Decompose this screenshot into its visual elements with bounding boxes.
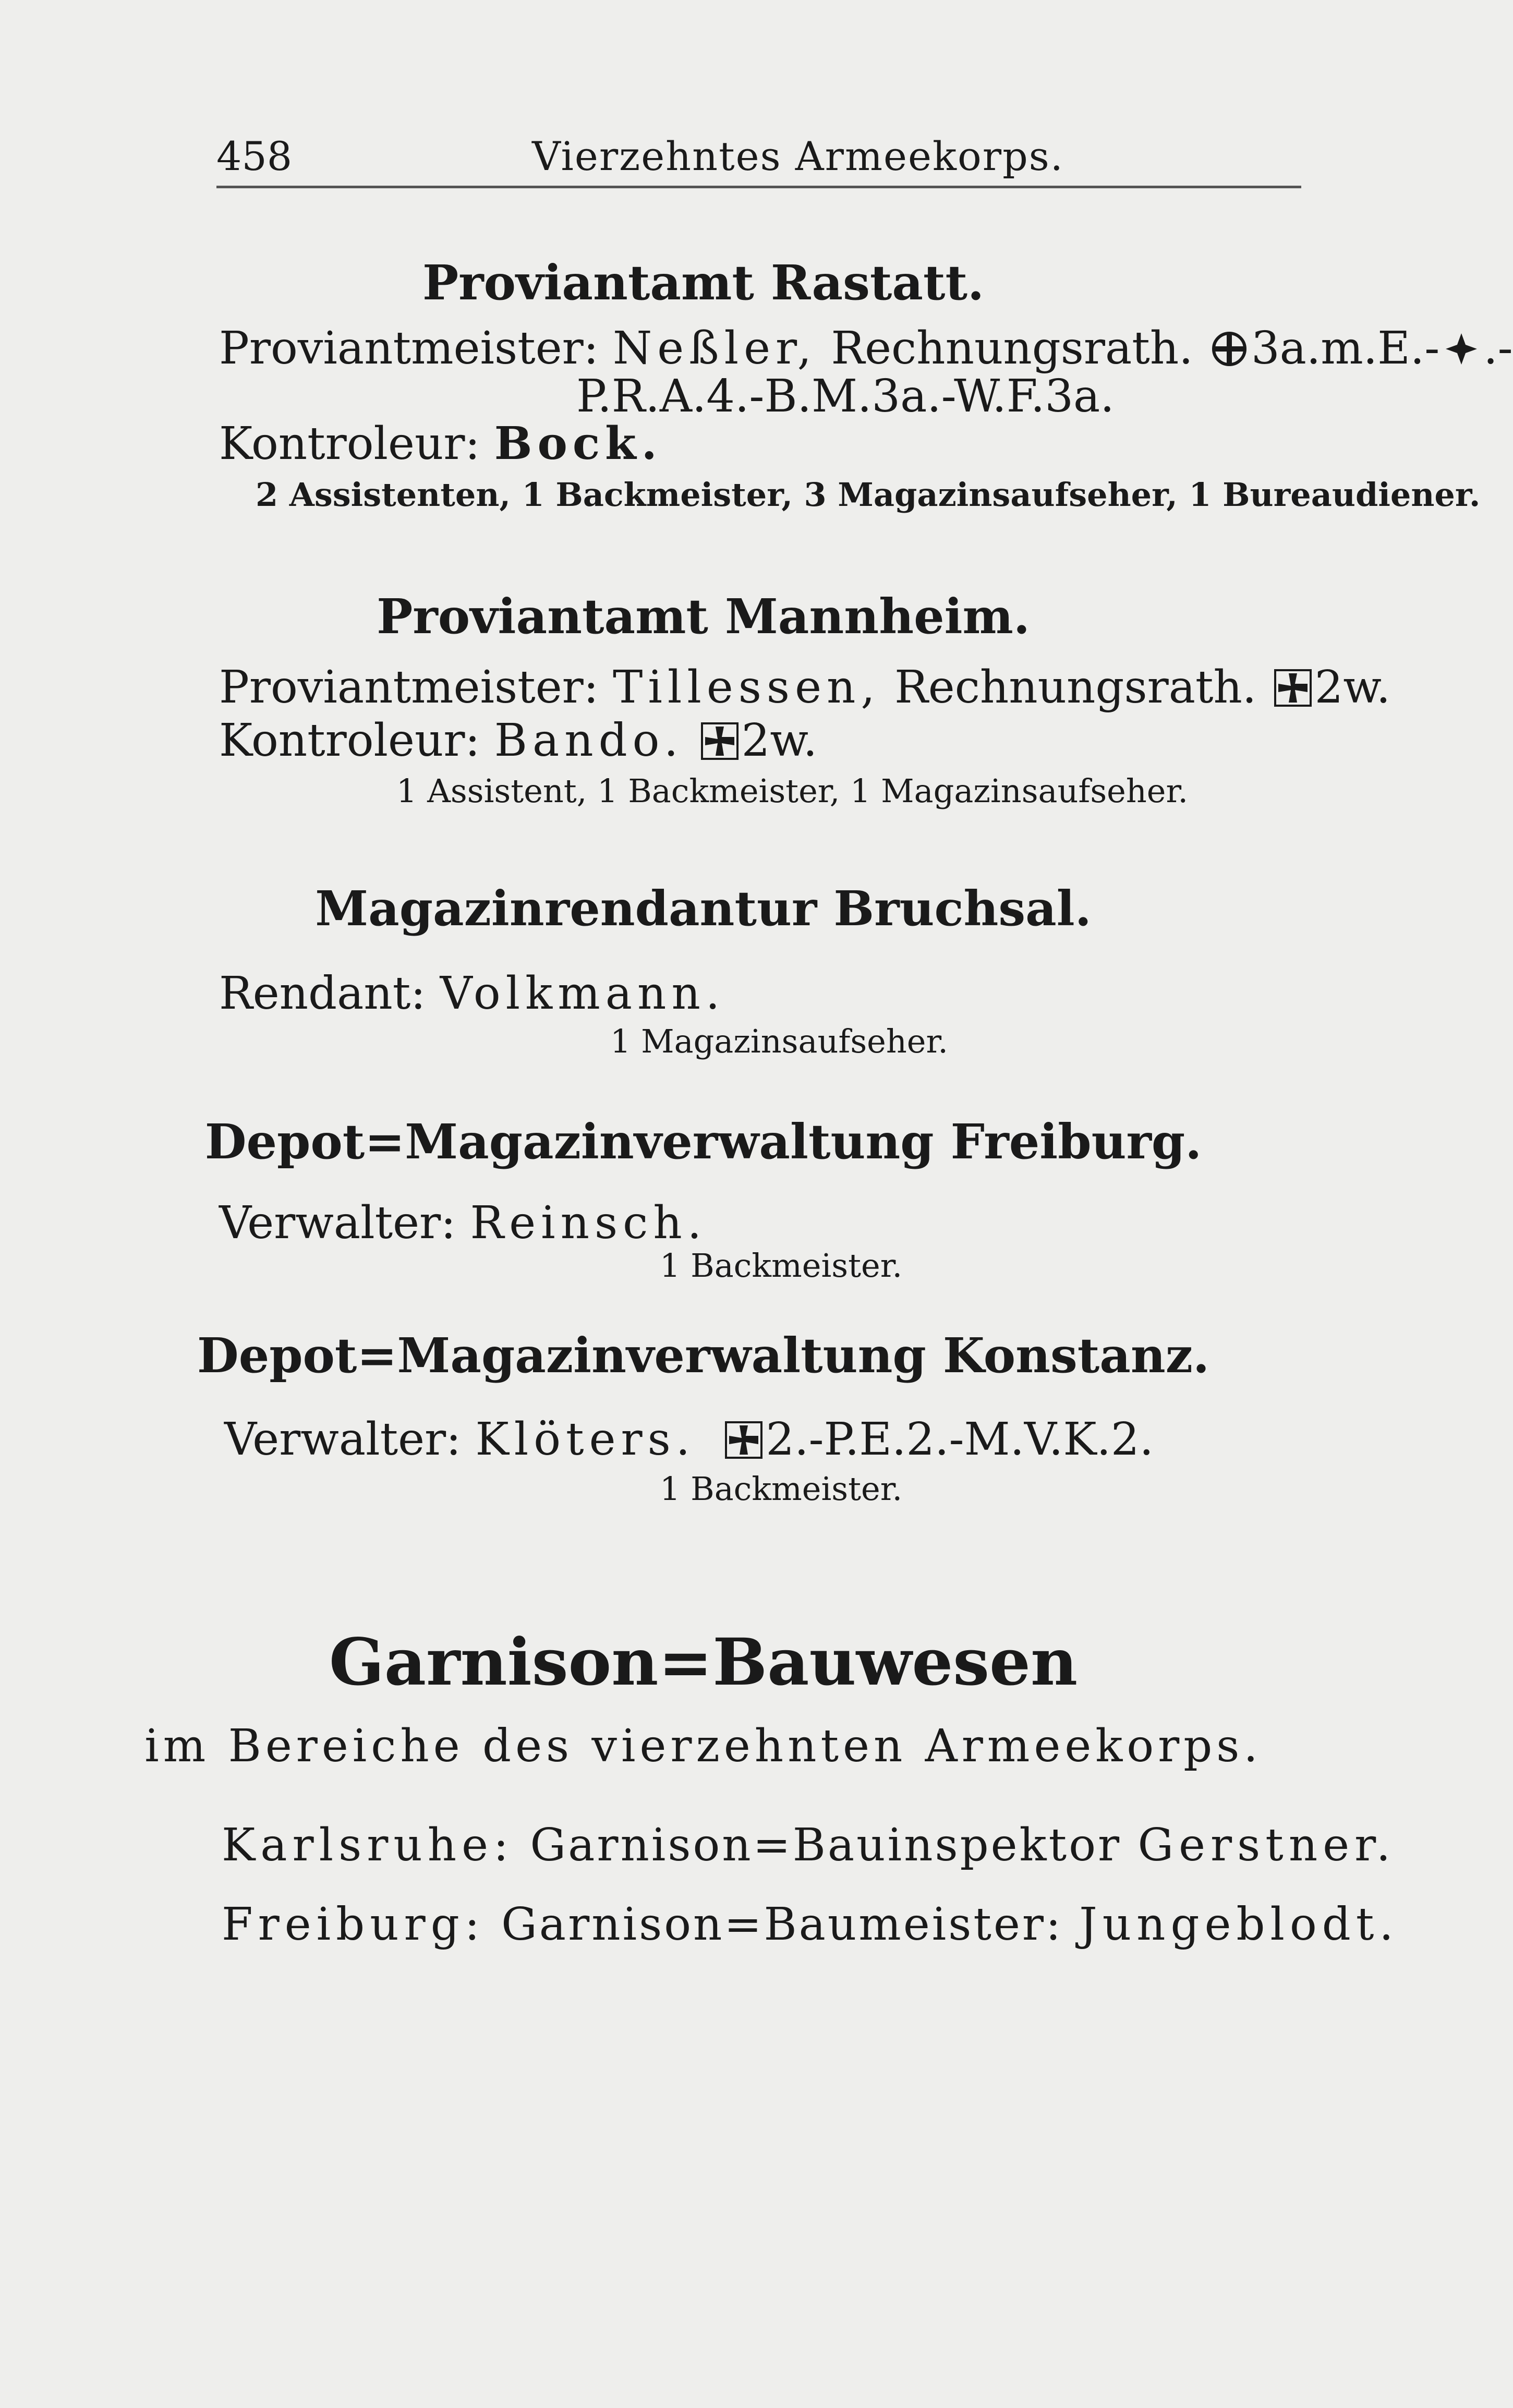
bruchsal-line xyxy=(219,967,725,1020)
iron-cross-icon xyxy=(1274,665,1312,703)
header-rule xyxy=(216,186,1301,188)
garrison-freiburg xyxy=(222,1898,1399,1951)
decoration-text: 2w. xyxy=(1314,661,1391,713)
decoration-text: 2.-P.E.2.-M.V.K.2. xyxy=(766,1413,1154,1466)
role-label: Verwalter: xyxy=(219,1197,456,1249)
section-title-rastatt: Proviantamt Rastatt. xyxy=(422,255,984,311)
person-name: Klöters. xyxy=(475,1413,696,1466)
person-name: Neßler, xyxy=(613,322,817,374)
garrison-subtitle: im Bereiche des vierzehnten Armeekorps. xyxy=(144,1720,1262,1772)
section-title-freiburg-depot: Depot=Magazinverwaltung Freiburg. xyxy=(204,1114,1202,1170)
rastatt-line-1 xyxy=(219,322,1513,374)
section-title-bruchsal: Magazinrendantur Bruchsal. xyxy=(315,880,1092,937)
rank: Rechnungsrath. xyxy=(831,322,1193,374)
person-name: Bando. xyxy=(494,715,684,767)
office-text: Garnison=Bauinspektor xyxy=(530,1819,1122,1871)
mannheim-line-2 xyxy=(219,715,817,767)
decoration-text: 2w. xyxy=(741,715,818,767)
role-label: Kontroleur: xyxy=(219,418,480,470)
bruchsal-staff: 1 Magazinsaufseher. xyxy=(610,1022,949,1060)
person-name: Reinsch. xyxy=(470,1197,707,1249)
running-title: Vierzehntes Armeekorps. xyxy=(532,133,1064,179)
role-label: Rendant: xyxy=(219,967,426,1020)
mannheim-line-1 xyxy=(219,661,1390,713)
person-name: Gerstner. xyxy=(1137,1819,1396,1871)
garrison-title: Garnison=Bauwesen xyxy=(329,1625,1078,1700)
decoration-tail: .- xyxy=(1483,322,1513,374)
konstanz-depot-line xyxy=(224,1413,1154,1466)
rastatt-line-3 xyxy=(219,417,662,470)
mannheim-staff: 1 Assistent, 1 Backmeister, 1 Magazinsaufseher. xyxy=(396,772,1189,810)
decoration-text: 3a.m.E.- xyxy=(1251,322,1440,374)
rank: Rechnungsrath. xyxy=(894,661,1257,713)
star-order-icon xyxy=(1443,326,1480,364)
person-name: Bock. xyxy=(494,417,662,470)
city-label: Freiburg: xyxy=(222,1898,485,1951)
rastatt-line-2: P.R.A.4.-B.M.3a.-W.F.3a. xyxy=(576,370,1115,422)
person-name: Volkmann. xyxy=(440,967,725,1020)
office-text: Garnison=Baumeister: xyxy=(501,1898,1063,1951)
freiburg-depot-line xyxy=(219,1197,707,1249)
freiburg-depot-staff: 1 Backmeister. xyxy=(660,1247,903,1285)
garrison-karlsruhe xyxy=(222,1819,1396,1871)
person-name: Jungeblodt. xyxy=(1079,1898,1399,1951)
role-label: Verwalter: xyxy=(224,1413,462,1466)
page-number: 458 xyxy=(216,133,293,179)
section-title-konstanz-depot: Depot=Magazinverwaltung Konstanz. xyxy=(197,1327,1210,1384)
role-label: Proviantmeister: xyxy=(219,322,599,374)
rastatt-staff: 2 Assistenten, 1 Backmeister, 3 Magazinsaufseher, 1 Bureaudiener. xyxy=(256,476,1481,514)
section-title-mannheim: Proviantamt Mannheim. xyxy=(377,588,1030,645)
konstanz-depot-staff: 1 Backmeister. xyxy=(660,1470,903,1508)
iron-cross-icon xyxy=(725,1418,762,1455)
role-label: Kontroleur: xyxy=(219,715,480,767)
order-cross-icon xyxy=(1211,326,1248,364)
city-label: Karlsruhe: xyxy=(222,1819,514,1871)
person-name: Tillessen, xyxy=(613,661,880,713)
role-label: Proviantmeister: xyxy=(219,661,599,713)
iron-cross-icon xyxy=(701,719,739,756)
